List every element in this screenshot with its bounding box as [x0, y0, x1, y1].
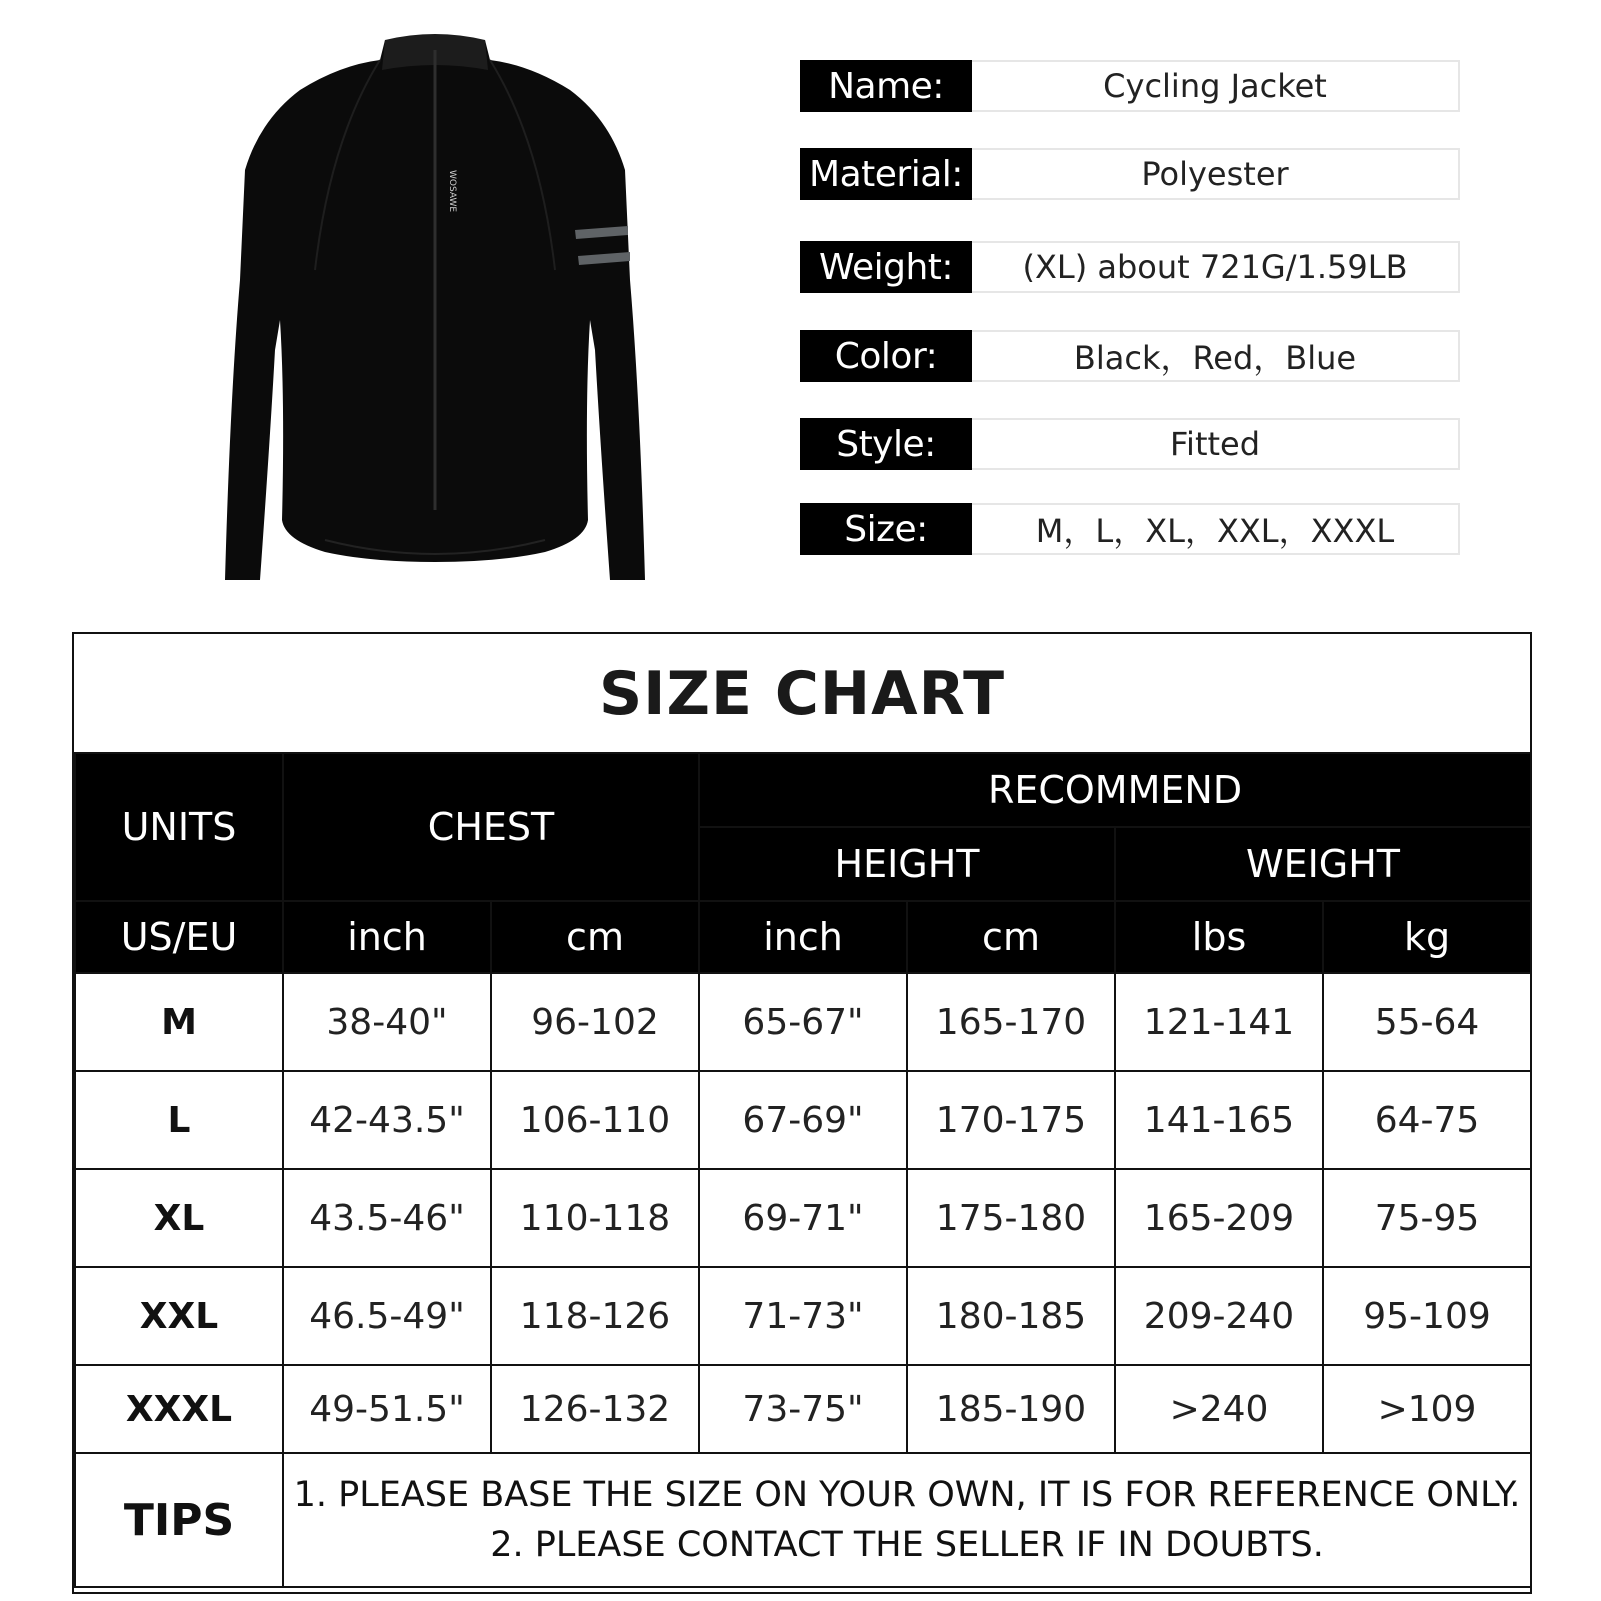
weight-lbs-cell: 165-209 — [1115, 1169, 1323, 1267]
weight-lbs-cell: 209-240 — [1115, 1267, 1323, 1365]
header-weight-lbs: lbs — [1115, 901, 1323, 973]
header-units: UNITS — [75, 753, 283, 901]
spec-value: Fitted — [972, 418, 1460, 470]
header-height-inch: inch — [699, 901, 907, 973]
height-cm-cell: 185-190 — [907, 1365, 1115, 1453]
weight-kg-cell: >109 — [1323, 1365, 1531, 1453]
size-cell: XXXL — [75, 1365, 283, 1453]
size-cell: XL — [75, 1169, 283, 1267]
chest-inch-cell: 38-40" — [283, 973, 491, 1071]
header-height-cm: cm — [907, 901, 1115, 973]
tip-line: 2. PLEASE CONTACT THE SELLER IF IN DOUBTS. — [490, 1525, 1324, 1565]
table-row — [75, 1169, 1531, 1267]
height-inch-cell: 73-75" — [699, 1365, 907, 1453]
height-inch-cell: 65-67" — [699, 973, 907, 1071]
brand-mark: WOSAWE — [447, 170, 457, 213]
cycling-jacket-image — [200, 20, 670, 600]
size-cell: L — [75, 1071, 283, 1169]
header-height: HEIGHT — [699, 827, 1115, 901]
height-inch-cell: 71-73" — [699, 1267, 907, 1365]
table-row — [75, 973, 1531, 1071]
weight-kg-cell: 75-95 — [1323, 1169, 1531, 1267]
weight-kg-cell: 64-75 — [1323, 1071, 1531, 1169]
spec-row-size — [800, 503, 1460, 555]
chest-inch-cell: 42-43.5" — [283, 1071, 491, 1169]
chest-cm-cell: 110-118 — [491, 1169, 699, 1267]
spec-row-color — [800, 330, 1460, 382]
chest-inch-cell: 43.5-46" — [283, 1169, 491, 1267]
size-chart-title: SIZE CHART — [598, 659, 1006, 729]
spec-label: Material: — [800, 148, 972, 200]
weight-lbs-cell: 121-141 — [1115, 973, 1323, 1071]
chest-cm-cell: 118-126 — [491, 1267, 699, 1365]
header-chest: CHEST — [283, 753, 699, 901]
weight-kg-cell: 95-109 — [1323, 1267, 1531, 1365]
header-recommend: RECOMMEND — [699, 753, 1531, 827]
spec-value: Cycling Jacket — [972, 60, 1460, 112]
spec-label: Name: — [800, 60, 972, 112]
header-weight-kg: kg — [1323, 901, 1531, 973]
height-inch-cell: 67-69" — [699, 1071, 907, 1169]
spec-row-name — [800, 60, 1460, 112]
tips-content — [283, 1453, 1531, 1587]
tip-line: 1. PLEASE BASE THE SIZE ON YOUR OWN, IT IS FOR REFERENCE ONLY. — [293, 1475, 1521, 1515]
spec-row-style — [800, 418, 1460, 470]
header-chest-cm: cm — [491, 901, 699, 973]
chest-cm-cell: 106-110 — [491, 1071, 699, 1169]
size-cell: XXL — [75, 1267, 283, 1365]
spec-row-weight — [800, 241, 1460, 293]
tips-row — [75, 1453, 1531, 1587]
chest-cm-cell: 96-102 — [491, 973, 699, 1071]
spec-value: Polyester — [972, 148, 1460, 200]
spec-label: Color: — [800, 330, 972, 382]
size-chart-table — [74, 752, 1532, 1588]
spec-value: M，L，XL，XXL，XXXL — [972, 503, 1460, 555]
weight-lbs-cell: 141-165 — [1115, 1071, 1323, 1169]
height-inch-cell: 69-71" — [699, 1169, 907, 1267]
header-weight: WEIGHT — [1115, 827, 1531, 901]
chest-cm-cell: 126-132 — [491, 1365, 699, 1453]
chest-inch-cell: 49-51.5" — [283, 1365, 491, 1453]
chest-inch-cell: 46.5-49" — [283, 1267, 491, 1365]
header-chest-inch: inch — [283, 901, 491, 973]
size-chart — [72, 632, 1532, 1594]
height-cm-cell: 165-170 — [907, 973, 1115, 1071]
height-cm-cell: 180-185 — [907, 1267, 1115, 1365]
table-row — [75, 1071, 1531, 1169]
weight-lbs-cell: >240 — [1115, 1365, 1323, 1453]
spec-label: Weight: — [800, 241, 972, 293]
tips-label: TIPS — [75, 1453, 283, 1587]
weight-kg-cell: 55-64 — [1323, 973, 1531, 1071]
table-row — [75, 1365, 1531, 1453]
spec-value: Black，Red，Blue — [972, 330, 1460, 382]
header-us-eu: US/EU — [75, 901, 283, 973]
spec-label: Size: — [800, 503, 972, 555]
spec-row-material — [800, 148, 1460, 200]
size-cell: M — [75, 973, 283, 1071]
height-cm-cell: 175-180 — [907, 1169, 1115, 1267]
height-cm-cell: 170-175 — [907, 1071, 1115, 1169]
spec-value: (XL) about 721G/1.59LB — [972, 241, 1460, 293]
table-row — [75, 1267, 1531, 1365]
spec-label: Style: — [800, 418, 972, 470]
